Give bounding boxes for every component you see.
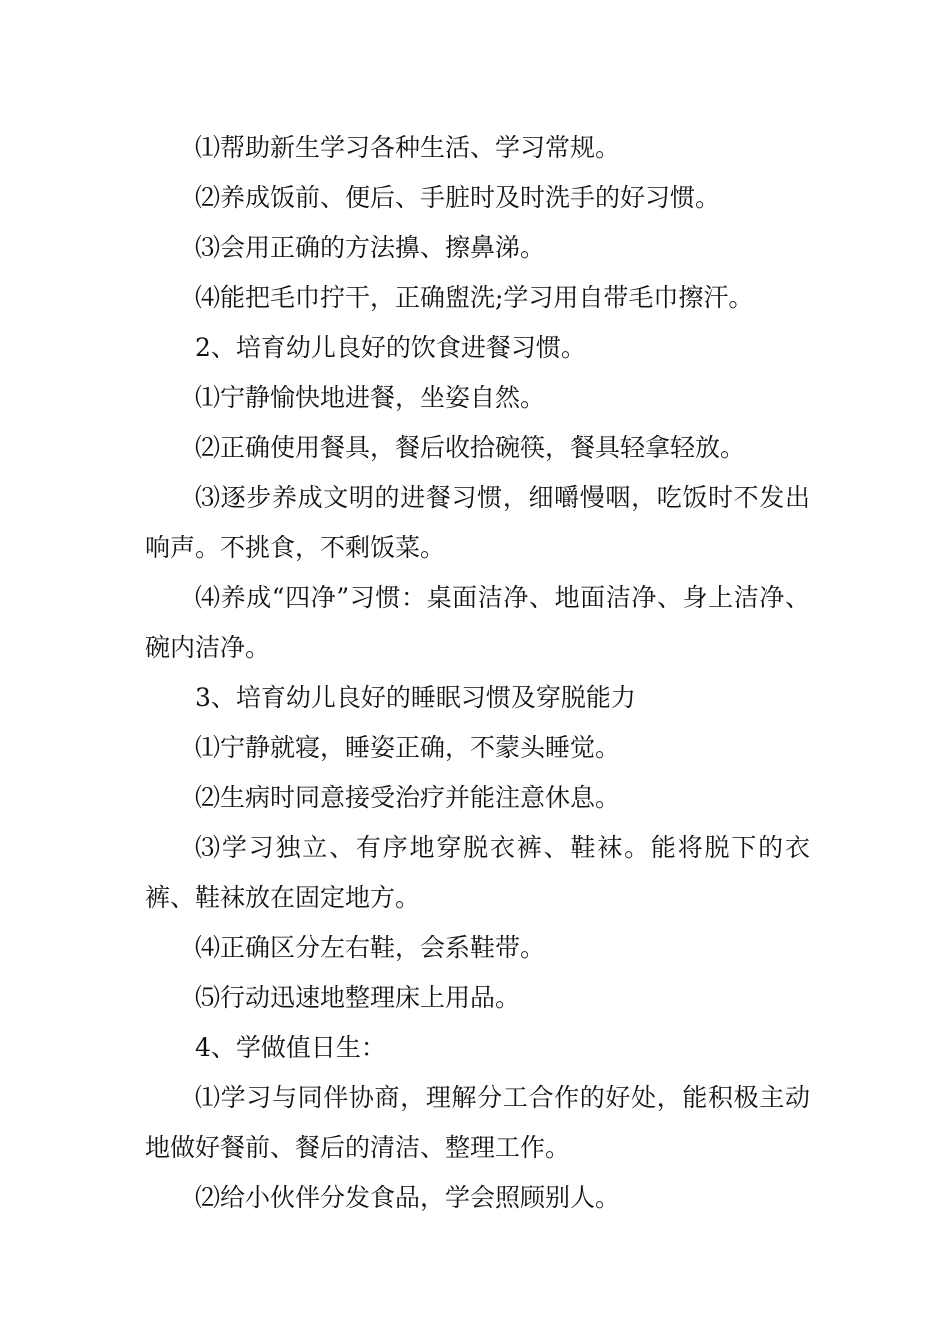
paragraph-12: ⑵生病时同意接受治疗并能注意休息。: [195, 783, 621, 812]
paragraph-15: ⑸行动迅速地整理床上用品。: [195, 983, 521, 1012]
section-heading-4: 4、学做值日生：: [195, 1033, 386, 1062]
paragraph-3: ⑶会用正确的方法擤、擦鼻涕。: [195, 233, 546, 262]
paragraph-1: ⑴帮助新生学习各种生活、学习常规。: [195, 133, 621, 162]
paragraph-18: ⑵给小伙伴分发食品，学会照顾别人。: [195, 1183, 621, 1212]
section-heading-3: 3、培育幼儿良好的睡眠习惯及穿脱能力: [195, 683, 636, 712]
section-heading-2: 2、培育幼儿良好的饮食进餐习惯。: [195, 333, 586, 362]
paragraph-9: ⑷养成“四净”习惯：桌面洁净、地面洁净、身上洁净、碗内洁净。: [145, 583, 810, 662]
paragraph-17: ⑴学习与同伴协商，理解分工合作的好处，能积极主动地做好餐前、餐后的清洁、整理工作。: [145, 1083, 810, 1162]
paragraph-6: ⑴宁静愉快地进餐，坐姿自然。: [195, 383, 546, 412]
document-body: [145, 123, 810, 1223]
paragraph-13: ⑶学习独立、有序地穿脱衣裤、鞋袜。能将脱下的衣裤、鞋袜放在固定地方。: [145, 833, 810, 912]
paragraph-14: ⑷正确区分左右鞋，会系鞋带。: [195, 933, 546, 962]
paragraph-2: ⑵养成饭前、便后、手脏时及时洗手的好习惯。: [195, 183, 721, 212]
paragraph-11: ⑴宁静就寝，睡姿正确，不蒙头睡觉。: [195, 733, 621, 762]
paragraph-4: ⑷能把毛巾拧干，正确盥洗;学习用自带毛巾擦汗。: [195, 283, 754, 312]
paragraph-7: ⑵正确使用餐具，餐后收拾碗筷，餐具轻拿轻放。: [195, 433, 746, 462]
paragraph-8: ⑶逐步养成文明的进餐习惯，细嚼慢咽，吃饭时不发出响声。不挑食，不剩饭菜。: [145, 483, 810, 562]
